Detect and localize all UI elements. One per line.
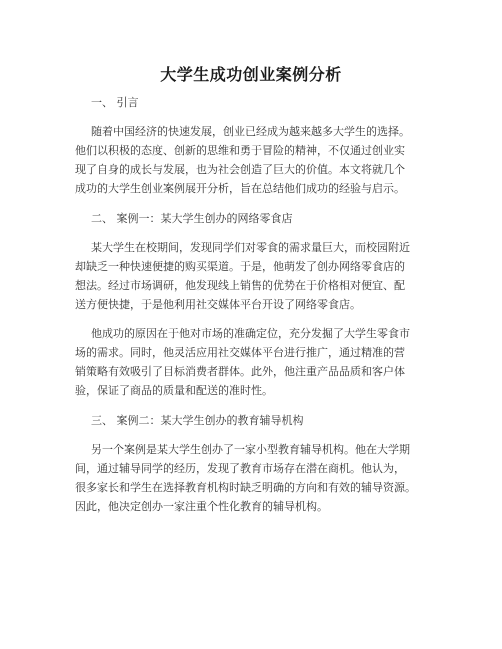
paragraph-line: 他成功的原因在于他对市场的准确定位，充分发掘了大学生零食市 [91, 327, 410, 340]
paragraph-line: 间，通过辅导同学的经历，发现了教育市场存在潜在商机。他认为， [75, 462, 405, 475]
paragraph-line: 验，保证了商品的质量和配送的准时性。 [75, 384, 273, 397]
paragraph-line: 因此，他决定创办一家注重个性化教育的辅导机构。 [75, 500, 328, 513]
paragraph-line: 场的需求。同时，他灵活应用社交媒体平台进行推广，通过精准的营 [75, 346, 405, 359]
paragraph-line: 另一个案例是某大学生创办了一家小型教育辅导机构。他在大学期 [91, 443, 410, 456]
paragraph-line: 却缺乏一种快速便捷的购买渠道。于是，他萌发了创办网络零食店的 [75, 260, 405, 273]
paragraph-line: 某大学生在校期间，发现同学们对零食的需求量巨大，而校园附近 [91, 241, 410, 254]
paragraph-line: 送方便快捷，于是他利用社交媒体平台开设了网络零食店。 [75, 298, 361, 311]
section-heading-case-one: 二、 案例一：某大学生创办的网络零食店 [91, 212, 293, 225]
paragraph-line: 很多家长和学生在选择教育机构时缺乏明确的方向和有效的辅导资源。 [75, 481, 416, 494]
paragraph-line: 随着中国经济的快速发展，创业已经成为越来越多大学生的选择。 [91, 125, 410, 138]
paragraph-line: 销策略有效吸引了目标消费者群体。此外，他注重产品品质和客户体 [75, 365, 405, 378]
section-heading-intro: 一、 引言 [91, 96, 139, 109]
section-heading-case-two: 三、 案例二：某大学生创办的教育辅导机构 [91, 414, 304, 427]
paragraph-line: 想法。经过市场调研，他发现线上销售的优势在于价格相对便宜、配 [75, 279, 405, 292]
paragraph-line: 现了自身的成长与发展，也为社会创造了巨大的价值。本文将就几个 [75, 163, 405, 176]
paragraph-line: 他们以积极的态度、创新的思维和勇于冒险的精神，不仅通过创业实 [75, 144, 405, 157]
paragraph-line: 成功的大学生创业案例展开分析，旨在总结他们成功的经验与启示。 [75, 182, 405, 195]
document-title: 大学生成功创业案例分析 [160, 65, 342, 84]
